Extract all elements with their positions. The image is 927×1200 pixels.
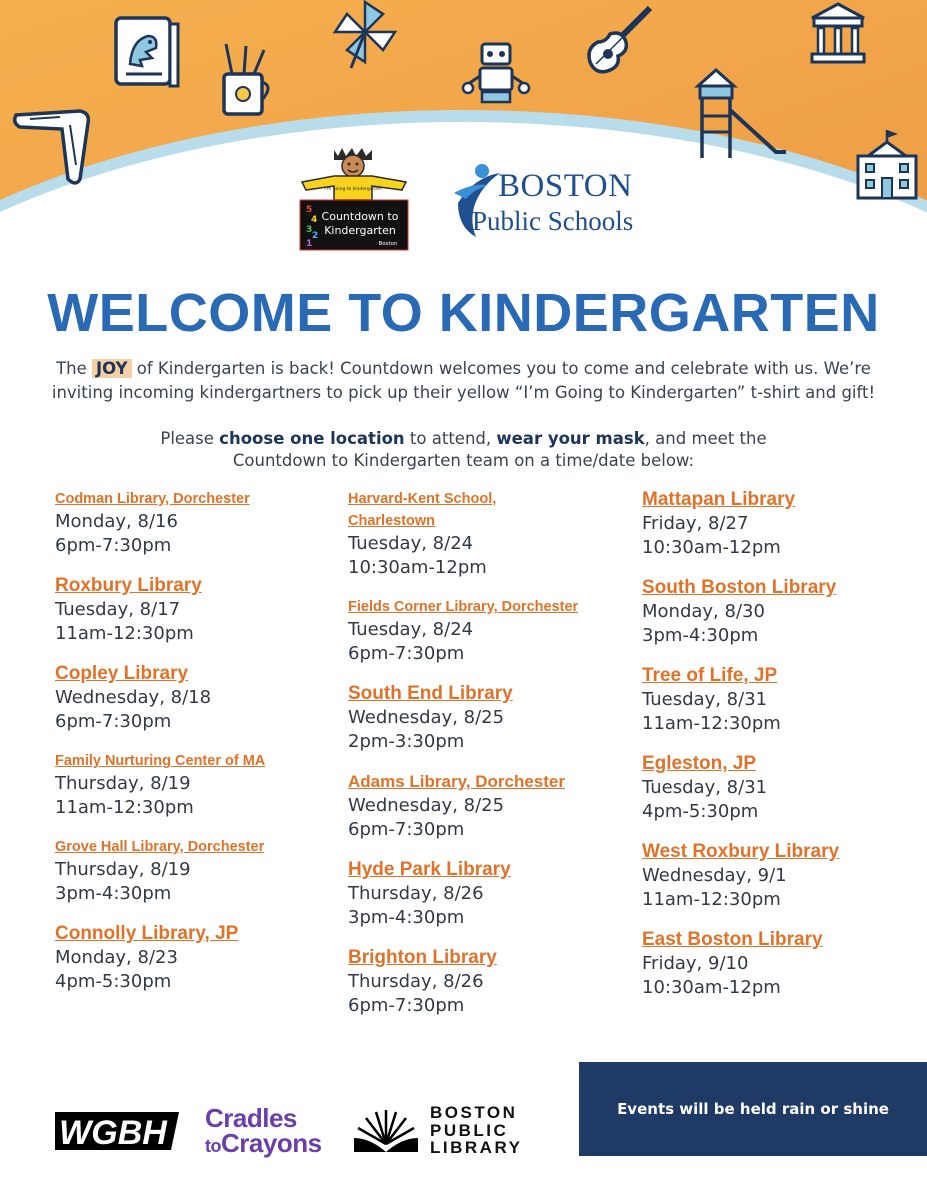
location-item (55, 488, 345, 557)
countdown-line1: Countdown to (321, 210, 399, 223)
location-link[interactable]: Codman Library, Dorchester (55, 491, 250, 507)
location-item (642, 928, 927, 999)
cradles-to: to (205, 1136, 221, 1156)
location-link[interactable]: East Boston Library (642, 929, 823, 950)
location-item (642, 664, 927, 735)
location-time: 3pm-4:30pm (348, 906, 465, 928)
wgbh-logo (53, 1108, 181, 1154)
location-date: Monday, 8/23 (55, 947, 178, 968)
location-time: 6pm-7:30pm (55, 710, 172, 732)
mascot-shirt-text: I'm going to kindergarten (324, 187, 382, 192)
location-time: 10:30am-12pm (642, 976, 781, 998)
location-item (55, 662, 345, 733)
location-date: Tuesday, 8/24 (348, 619, 474, 640)
location-link[interactable]: South End Library (348, 683, 513, 704)
location-date: Tuesday, 8/31 (642, 689, 768, 710)
location-link[interactable]: Connolly Library, JP (55, 923, 239, 944)
location-link[interactable]: Egleston, JP (642, 753, 757, 774)
bpl-book-icon (350, 1108, 422, 1156)
intro-line1: of Kindergarten is back! Countdown welcomes you to come and celebrate with us. We’re (131, 359, 871, 378)
location-item (55, 836, 345, 905)
location-link[interactable]: Adams Library, Dorchester (348, 772, 565, 791)
location-date: Wednesday, 8/18 (55, 687, 212, 708)
cradles-to-crayons-logo (205, 1103, 322, 1159)
instructions-text-1: Please (160, 429, 220, 448)
location-time: 3pm-4:30pm (642, 624, 759, 646)
instructions-bold-1: choose one location (219, 429, 405, 448)
location-link[interactable]: Grove Hall Library, Dorchester (55, 839, 265, 855)
cradles-line2 (205, 1128, 322, 1159)
instructions-text-3: , and meet the (644, 429, 767, 448)
art-supplies-icon (218, 40, 276, 118)
location-item (348, 858, 638, 929)
bpl-logo-text (430, 1104, 522, 1157)
location-link[interactable]: Brighton Library (348, 947, 497, 968)
location-date: Tuesday, 8/31 (642, 777, 768, 798)
countdown-mascot-icon (298, 148, 410, 252)
location-date: Wednesday, 9/1 (642, 865, 787, 886)
location-item (348, 946, 638, 1017)
instructions-paragraph (0, 428, 927, 472)
location-item (348, 488, 638, 579)
countdown-line2: Kindergarten (324, 224, 396, 237)
instructions-bold-2: wear your mask (496, 429, 645, 448)
location-time: 4pm-5:30pm (642, 800, 759, 822)
location-date: Thursday, 8/26 (348, 971, 484, 992)
location-time: 11am-12:30pm (55, 622, 194, 644)
bps-logo-line2: Public Schools (472, 206, 634, 236)
notice-text: Events will be held rain or shine (617, 1100, 889, 1118)
rain-or-shine-notice (579, 1062, 927, 1156)
location-link[interactable]: Copley Library (55, 663, 189, 684)
book-icon (112, 14, 184, 92)
instructions-text-2: to attend, (404, 429, 497, 448)
bps-logo-line1: BOSTON (498, 168, 633, 204)
location-date: Tuesday, 8/24 (348, 533, 474, 554)
location-date: Thursday, 8/19 (55, 859, 191, 880)
location-time: 10:30am-12pm (348, 556, 487, 578)
location-link[interactable]: Fields Corner Library, Dorchester (348, 599, 579, 615)
location-time: 3pm-4:30pm (55, 882, 172, 904)
location-date: Thursday, 8/26 (348, 883, 484, 904)
location-link[interactable]: Tree of Life, JP (642, 665, 778, 686)
schoolhouse-icon (854, 128, 920, 202)
location-item (55, 750, 345, 819)
cradles-crayons: Crayons (221, 1128, 322, 1158)
location-date: Friday, 8/27 (642, 513, 749, 534)
countdown-line3: Boston (378, 241, 398, 247)
location-date: Tuesday, 8/17 (55, 599, 181, 620)
location-time: 10:30am-12pm (642, 536, 781, 558)
location-date: Thursday, 8/19 (55, 773, 191, 794)
digit-5: 5 (306, 205, 313, 215)
bpl-line2: PUBLIC (430, 1120, 509, 1140)
location-link[interactable]: Harvard-Kent School, (348, 491, 497, 507)
location-item (348, 596, 638, 665)
location-link[interactable]: Mattapan Library (642, 489, 796, 510)
location-time: 6pm-7:30pm (348, 994, 465, 1016)
wgbh-logo-text: WGBH (59, 1114, 167, 1152)
locations-column-1 (55, 488, 345, 1010)
joy-highlight: JOY (92, 359, 132, 378)
location-item (642, 840, 927, 911)
location-time: 4pm-5:30pm (55, 970, 172, 992)
location-time: 6pm-7:30pm (348, 818, 465, 840)
location-item (642, 752, 927, 823)
location-link[interactable]: West Roxbury Library (642, 841, 840, 862)
instructions-line2: Countdown to Kindergarten team on a time/date below: (232, 451, 695, 470)
location-link[interactable]: Hyde Park Library (348, 859, 511, 880)
boomerang-icon (10, 105, 94, 189)
digit-4: 4 (311, 215, 318, 225)
intro-line2: inviting incoming kindergartners to pick up their yellow “I’m Going to Kindergarten” t-shirt and gift! (51, 383, 876, 402)
location-date: Monday, 8/30 (642, 601, 765, 622)
location-link[interactable]: Family Nurturing Center of MA (55, 753, 266, 769)
location-item (55, 574, 345, 645)
digit-1: 1 (306, 239, 313, 249)
location-date: Friday, 9/10 (642, 953, 749, 974)
bpl-line3: LIBRARY (430, 1138, 523, 1157)
location-date: Wednesday, 8/25 (348, 795, 505, 816)
location-time: 6pm-7:30pm (348, 642, 465, 664)
location-time: 11am-12:30pm (55, 796, 194, 818)
guitar-icon (578, 2, 658, 78)
location-time: 11am-12:30pm (642, 888, 781, 910)
intro-pre: The (56, 359, 92, 378)
location-time: 11am-12:30pm (642, 712, 781, 734)
bpl-line1: BOSTON (430, 1103, 518, 1122)
pinwheel-icon (325, 0, 405, 70)
location-item (55, 922, 345, 993)
location-time: 2pm-3:30pm (348, 730, 465, 752)
robot-icon (460, 40, 532, 106)
location-item (348, 682, 638, 753)
location-date: Wednesday, 8/25 (348, 707, 505, 728)
location-item (348, 770, 638, 841)
location-link[interactable]: South Boston Library (642, 577, 837, 598)
location-date: Monday, 8/16 (55, 511, 178, 532)
museum-icon (808, 2, 868, 66)
countdown-logo (298, 148, 410, 252)
locations-column-2 (348, 488, 638, 1034)
page-title: WELCOME TO KINDERGARTEN (47, 283, 880, 343)
intro-paragraph (0, 357, 927, 405)
cradles-line1: Cradles (205, 1103, 297, 1133)
location-item (642, 488, 927, 559)
location-link[interactable]: Roxbury Library (55, 575, 202, 596)
location-item (642, 576, 927, 647)
playground-icon (690, 66, 790, 160)
digit-3: 3 (306, 225, 313, 235)
locations-column-3 (642, 488, 927, 1016)
location-link-line2[interactable]: Charlestown (348, 513, 436, 529)
location-time: 6pm-7:30pm (55, 534, 172, 556)
digit-2: 2 (312, 231, 319, 241)
